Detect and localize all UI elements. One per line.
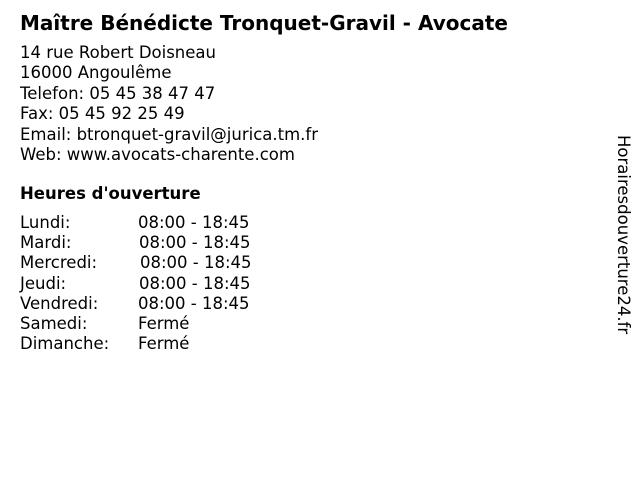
day-label: Lundi: <box>20 213 71 232</box>
address-city: 16000 Angoulême <box>20 63 172 83</box>
day-label: Vendredi: <box>20 293 99 313</box>
day-label: Samedi: <box>20 313 88 333</box>
day-label: Mardi: <box>20 233 72 253</box>
time-value: 08:00 - 18:45 <box>140 253 252 273</box>
phone-number: Telefon: 05 45 38 47 47 <box>20 83 216 103</box>
time-value: 08:00 - 18:45 <box>138 293 250 313</box>
website: Web: www.avocats-charente.com <box>20 144 295 164</box>
page-title: Maître Bénédicte Tronquet-Gravil - Avocate <box>20 11 508 35</box>
hours-heading: Heures d'ouverture <box>20 184 201 203</box>
day-label: Dimanche: <box>20 334 110 354</box>
day-label: Mercredi: <box>20 253 98 273</box>
contact-block <box>20 43 318 165</box>
time-value: Fermé <box>138 313 190 333</box>
time-value: 08:00 - 18:45 <box>139 273 251 293</box>
address-street: 14 rue Robert Doisneau <box>20 43 216 62</box>
watermark-site-label: Horairesdouverture24.fr <box>614 135 633 335</box>
fax-number: Fax: 05 45 92 25 49 <box>20 104 185 124</box>
time-value: 08:00 - 18:45 <box>139 233 251 253</box>
day-label: Jeudi: <box>20 273 67 293</box>
time-value: 08:00 - 18:45 <box>138 213 250 232</box>
email-address: Email: btronquet-gravil@jurica.tm.fr <box>20 124 319 144</box>
time-value: Fermé <box>138 334 190 354</box>
